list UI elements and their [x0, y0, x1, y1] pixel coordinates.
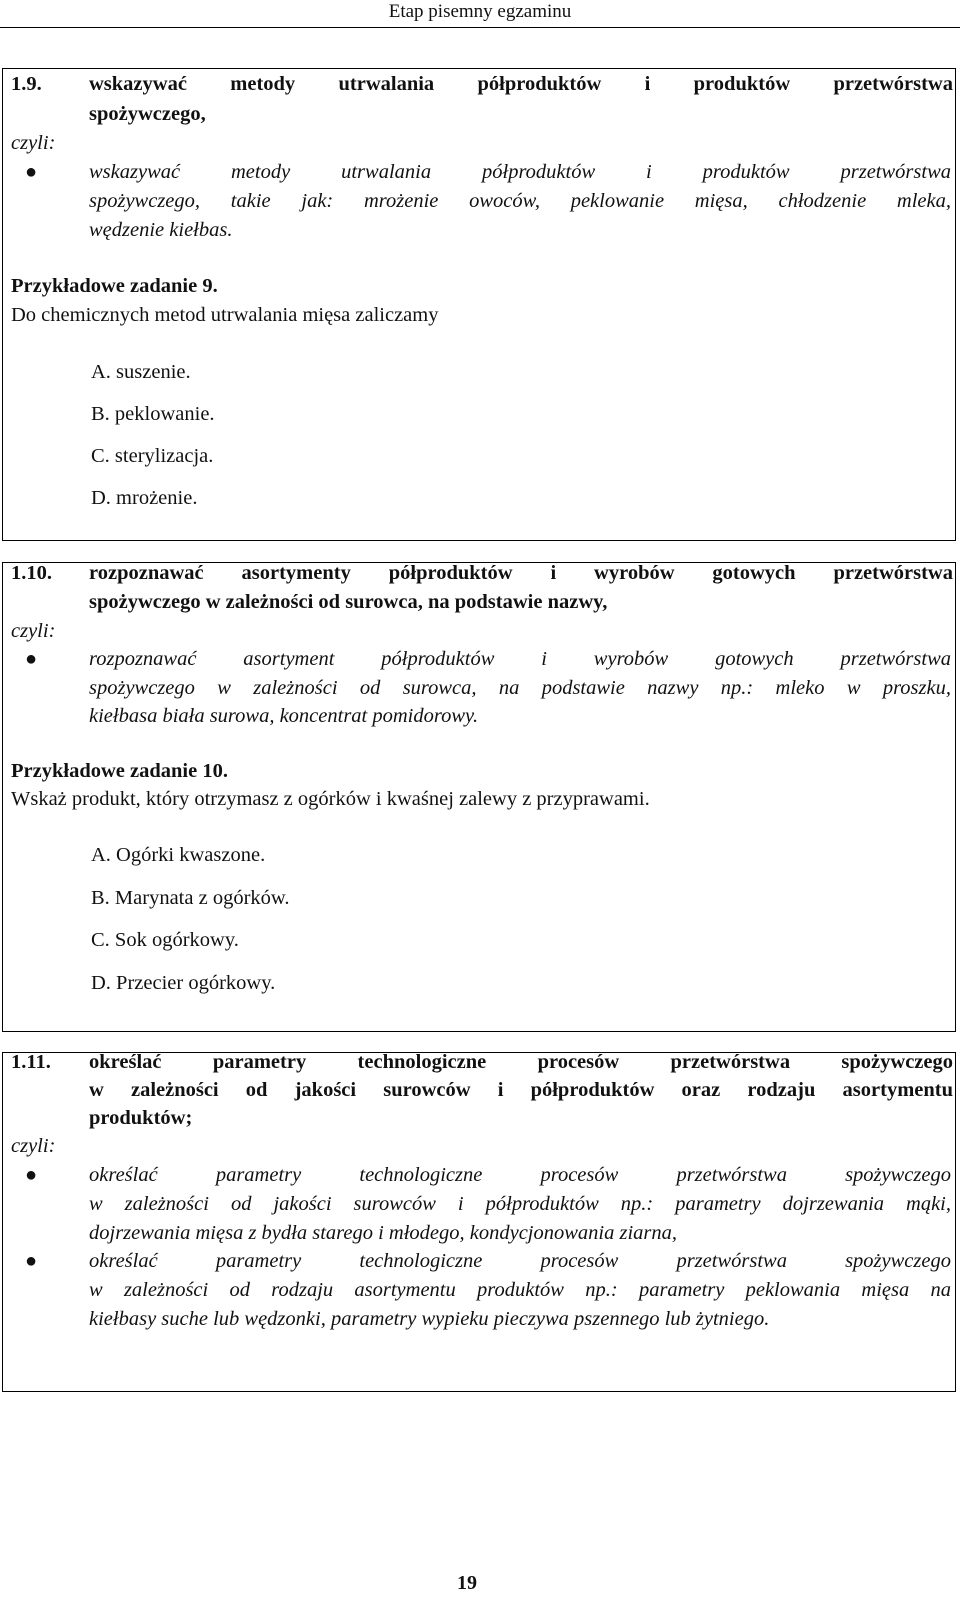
czyli-label: czyli: [11, 132, 56, 154]
bullet-text-line: spożywczego w zależności od surowca, na podstawie nazwy np.: mleko w proszku, [89, 677, 951, 699]
section-number: 1.9. [11, 73, 42, 95]
bullet-text-line: dojrzewania mięsa z bydła starego i młodego, kondycjonowania ziarna, [89, 1222, 678, 1244]
answer-option: D. Przecier ogórkowy. [91, 972, 276, 994]
header-title: Etap pisemny egzaminu [388, 1, 572, 22]
bullet-icon: ● [25, 1164, 38, 1186]
bullet-text-line: spożywczego, takie jak: mrożenie owoców, peklowanie mięsa, chłodzenie mleka, [89, 190, 951, 212]
section-1-9 [2, 68, 956, 541]
section-number: 1.10. [11, 562, 52, 584]
example-title: Przykładowe zadanie 9. [11, 275, 218, 297]
answer-option: A. suszenie. [91, 361, 191, 383]
question-text: Wskaż produkt, który otrzymasz z ogórków i kwaśnej zalewy z przyprawami. [11, 788, 650, 810]
example-title: Przykładowe zadanie 10. [11, 760, 228, 782]
bullet-text-line: kiełbasa biała surowa, koncentrat pomidorowy. [89, 705, 479, 727]
section-heading-line: wskazywać metody utrwalania półproduktów i produktów przetwórstwa [89, 73, 953, 95]
bullet-text-line: kiełbasy suche lub wędzonki, parametry wypieku pieczywa pszennego lub żytniego. [89, 1308, 770, 1330]
bullet-text-line: w zależności od rodzaju asortymentu produktów np.: parametry peklowania mięsa na [89, 1279, 951, 1301]
bullet-text-line: określać parametry technologiczne procesów przetwórstwa spożywczego [89, 1164, 951, 1186]
czyli-label: czyli: [11, 620, 56, 642]
section-heading-line: produktów; [89, 1107, 193, 1129]
question-text: Do chemicznych metod utrwalania mięsa zaliczamy [11, 304, 439, 326]
section-heading-line: określać parametry technologiczne procesów przetwórstwa spożywczego [89, 1051, 953, 1073]
bullet-icon: ● [25, 648, 38, 670]
answer-option: C. sterylizacja. [91, 445, 214, 467]
section-1-11 [2, 1052, 956, 1392]
page-number: 19 [457, 1572, 477, 1594]
section-number: 1.11. [11, 1051, 51, 1073]
answer-option: C. Sok ogórkowy. [91, 929, 239, 951]
header-divider [0, 27, 960, 28]
bullet-text-line: wędzenie kiełbas. [89, 219, 233, 241]
czyli-label: czyli: [11, 1135, 56, 1157]
answer-option: B. Marynata z ogórków. [91, 887, 290, 909]
answer-option: D. mrożenie. [91, 487, 198, 509]
bullet-icon: ● [25, 161, 38, 183]
bullet-icon: ● [25, 1250, 38, 1272]
section-heading-line: rozpoznawać asortymenty półproduktów i wyrobów gotowych przetwórstwa [89, 562, 953, 584]
bullet-text-line: określać parametry technologiczne procesów przetwórstwa spożywczego [89, 1250, 951, 1272]
section-heading-line: spożywczego w zależności od surowca, na podstawie nazwy, [89, 591, 608, 613]
answer-option: B. peklowanie. [91, 403, 215, 425]
section-1-10 [2, 562, 956, 1032]
page-header [0, 0, 960, 28]
bullet-text-line: wskazywać metody utrwalania półproduktów i produktów przetwórstwa [89, 161, 951, 183]
bullet-text-line: w zależności od jakości surowców i półproduktów np.: parametry dojrzewania mąki, [89, 1193, 951, 1215]
section-heading-line: spożywczego, [89, 103, 206, 125]
section-heading-line: w zależności od jakości surowców i półproduktów oraz rodzaju asortymentu [89, 1079, 953, 1101]
bullet-text-line: rozpoznawać asortyment półproduktów i wyrobów gotowych przetwórstwa [89, 648, 951, 670]
answer-option: A. Ogórki kwaszone. [91, 844, 266, 866]
